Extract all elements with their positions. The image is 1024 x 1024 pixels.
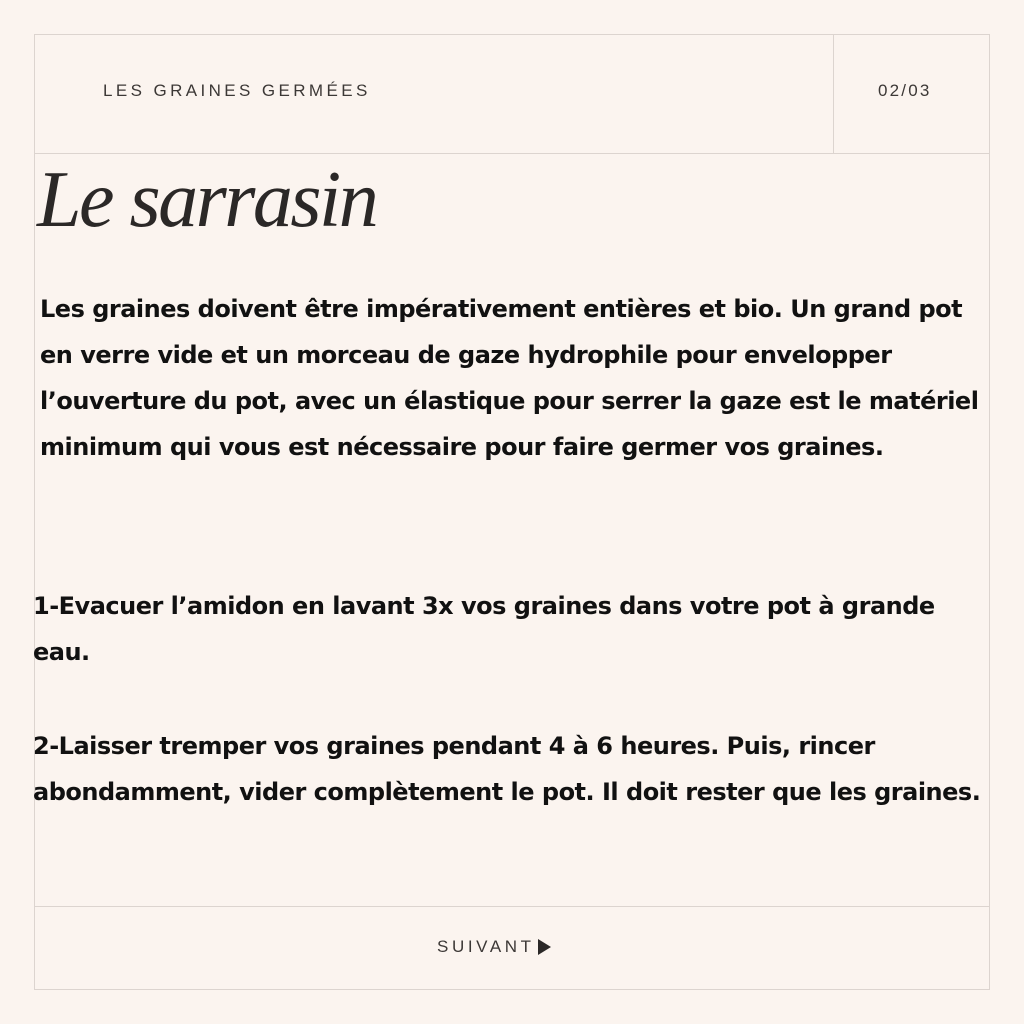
series-title: LES GRAINES GERMÉES xyxy=(103,81,371,100)
page-indicator: 02/03 xyxy=(878,81,932,100)
step-1: 1-Evacuer l’amidon en lavant 3x vos graines dans votre pot à grande eau. xyxy=(33,592,935,666)
header-divider xyxy=(34,153,990,154)
play-arrow-icon xyxy=(538,939,551,955)
intro-paragraph: Les graines doivent être impérativement entières et bio. Un grand pot en verre vide et un morceau de gaze hydrophile pour envelopper l’ouverture du pot, avec un élastique pour serrer la gaze est le matériel minimum qui vous est nécessaire pour faire germer vos graines. xyxy=(40,295,979,461)
step-2: 2-Laisser tremper vos graines pendant 4 à 6 heures. Puis, rincer abondamment, vider complètement le pot. Il doit rester que les graines. xyxy=(33,732,981,806)
footer-divider xyxy=(34,906,990,907)
page-title: Le sarrasin xyxy=(37,156,377,244)
header-vertical-divider xyxy=(833,34,834,153)
next-button[interactable] xyxy=(437,937,551,957)
next-label: SUIVANT xyxy=(437,937,535,956)
